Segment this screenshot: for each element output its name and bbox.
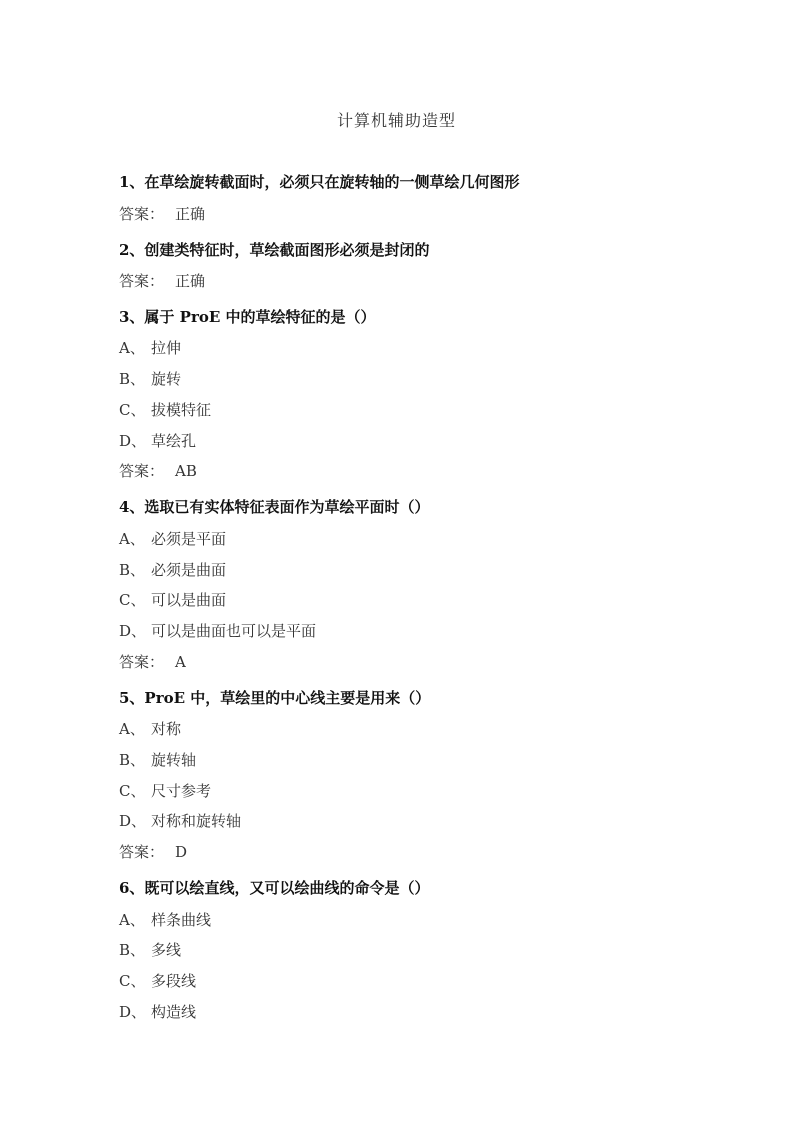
option-text: 旋转轴: [151, 751, 197, 769]
option-text: 草绘孔: [151, 432, 197, 450]
question-2: [119, 239, 759, 261]
option-letter: D、: [119, 432, 147, 450]
option-text: 必须是平面: [151, 530, 227, 548]
option-line: [119, 970, 759, 1001]
question-1: [119, 171, 759, 193]
option-letter: B、: [119, 751, 146, 769]
question-3: [119, 306, 759, 328]
question-5: [119, 687, 759, 709]
option-line: [119, 620, 759, 651]
option-letter: D、: [119, 812, 147, 830]
question-text: 4、选取已有实体特征表面作为草绘平面时（）: [119, 498, 430, 516]
option-text: 旋转: [151, 370, 182, 388]
option-letter: A、: [119, 911, 145, 929]
question-text: 3、属于 ProE 中的草绘特征的是（）: [119, 308, 376, 326]
option-letter: C、: [119, 401, 146, 419]
option-line: [119, 368, 759, 399]
option-letter: B、: [119, 370, 146, 388]
option-letter: B、: [119, 941, 146, 959]
answer-label: 答案：: [119, 205, 165, 223]
option-letter: D、: [119, 1003, 147, 1021]
option-line: [119, 1001, 759, 1032]
answer-line: [119, 270, 759, 301]
question-text: 1、在草绘旋转截面时，必须只在旋转轴的一侧草绘几何图形: [119, 173, 520, 191]
option-line: [119, 528, 759, 559]
option-text: 可以是曲面: [151, 591, 227, 609]
answer-label: 答案：: [119, 843, 165, 861]
option-line: [119, 909, 759, 940]
option-line: [119, 718, 759, 749]
option-letter: C、: [119, 782, 146, 800]
option-line: [119, 810, 759, 841]
option-text: 对称和旋转轴: [151, 812, 242, 830]
option-text: 样条曲线: [151, 911, 212, 929]
answer-line: [119, 841, 759, 872]
option-text: 可以是曲面也可以是平面: [151, 622, 317, 640]
question-4: [119, 496, 759, 518]
answer-value: D: [175, 843, 188, 861]
option-letter: D、: [119, 622, 147, 640]
option-line: [119, 939, 759, 970]
option-letter: A、: [119, 530, 145, 548]
question-text: 6、既可以绘直线，又可以绘曲线的命令是（）: [119, 879, 430, 897]
answer-value: 正确: [175, 272, 206, 290]
option-line: [119, 559, 759, 590]
option-line: [119, 430, 759, 461]
option-letter: A、: [119, 339, 145, 357]
answer-line: [119, 651, 759, 682]
option-text: 必须是曲面: [151, 561, 227, 579]
answer-line: [119, 203, 759, 234]
option-letter: C、: [119, 591, 146, 609]
option-letter: B、: [119, 561, 146, 579]
question-6: [119, 877, 759, 899]
answer-label: 答案：: [119, 272, 165, 290]
option-text: 拔模特征: [151, 401, 212, 419]
answer-value: 正确: [175, 205, 206, 223]
answer-value: AB: [175, 462, 197, 480]
option-text: 构造线: [151, 1003, 197, 1021]
answer-value: A: [175, 653, 186, 671]
answer-label: 答案：: [119, 462, 165, 480]
option-text: 多线: [151, 941, 182, 959]
option-line: [119, 780, 759, 811]
option-line: [119, 337, 759, 368]
option-letter: A、: [119, 720, 145, 738]
option-text: 拉伸: [151, 339, 182, 357]
option-text: 对称: [151, 720, 182, 738]
answer-line: [119, 460, 759, 491]
option-text: 尺寸参考: [151, 782, 212, 800]
option-text: 多段线: [151, 972, 197, 990]
option-line: [119, 399, 759, 430]
option-letter: C、: [119, 972, 146, 990]
answer-label: 答案：: [119, 653, 165, 671]
question-text: 5、ProE 中，草绘里的中心线主要是用来（）: [119, 689, 431, 707]
document-title: 计算机辅助造型: [336, 111, 456, 130]
question-text: 2、创建类特征时，草绘截面图形必须是封闭的: [119, 241, 430, 259]
option-line: [119, 589, 759, 620]
option-line: [119, 749, 759, 780]
